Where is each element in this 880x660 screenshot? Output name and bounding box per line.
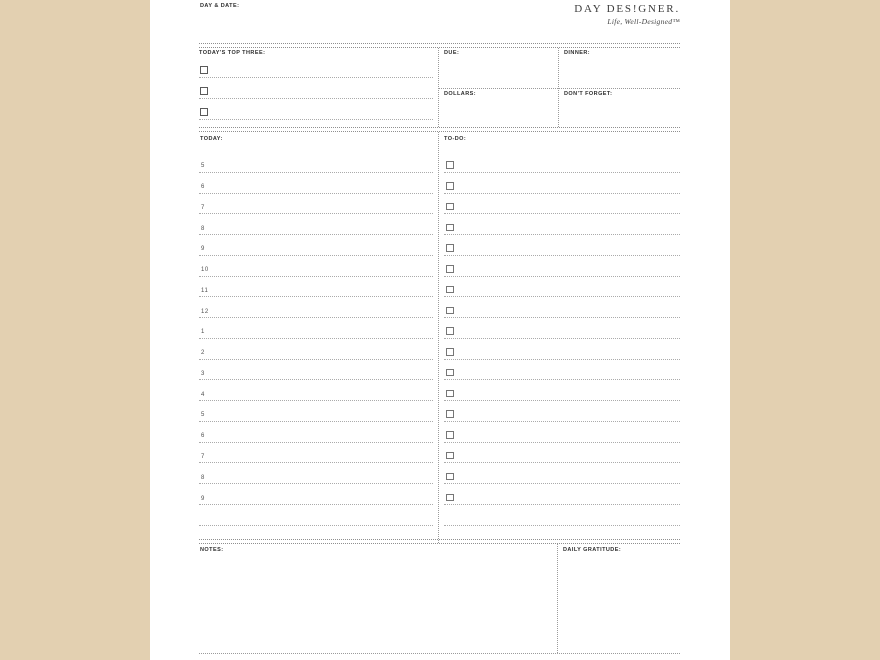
checkbox[interactable]	[446, 473, 454, 481]
hour-label: 7	[201, 453, 205, 460]
checkbox[interactable]	[446, 390, 454, 398]
top-three-row[interactable]	[199, 99, 433, 120]
schedule-hour-row[interactable]	[199, 422, 433, 443]
checkbox[interactable]	[446, 244, 454, 252]
todo-row[interactable]	[444, 277, 680, 298]
todo-row[interactable]	[444, 380, 680, 401]
brand-tagline: Life, Well-Designed™	[607, 17, 680, 26]
hour-label: 1	[201, 329, 205, 336]
top-three-row[interactable]	[199, 57, 433, 78]
checkbox[interactable]	[446, 203, 454, 211]
checkbox[interactable]	[446, 286, 454, 294]
hour-label: 9	[201, 495, 205, 502]
checkbox[interactable]	[446, 265, 454, 273]
dont-forget-label: DON'T FORGET:	[564, 91, 613, 97]
schedule-hour-row[interactable]	[199, 443, 433, 464]
schedule-hour-row[interactable]	[199, 339, 433, 360]
hour-label: 8	[201, 225, 205, 232]
schedule-hour-row[interactable]	[199, 277, 433, 298]
day-date-label: DAY & DATE:	[200, 3, 240, 9]
notes-label: NOTES:	[200, 547, 224, 553]
hour-label: 8	[201, 474, 205, 481]
today-label: TODAY:	[200, 136, 223, 142]
todo-row[interactable]	[444, 235, 680, 256]
schedule-blank-row[interactable]	[199, 505, 433, 526]
hour-label: 11	[201, 287, 209, 294]
page-bottom-rule	[199, 653, 680, 654]
due-label: DUE:	[444, 50, 460, 56]
checkbox[interactable]	[446, 494, 454, 502]
dinner-label: DINNER:	[564, 50, 591, 56]
hour-label: 6	[201, 184, 205, 191]
checkbox[interactable]	[446, 369, 454, 377]
schedule-hour-row[interactable]	[199, 401, 433, 422]
hour-label: 3	[201, 370, 205, 377]
todo-row[interactable]	[444, 339, 680, 360]
brand-block	[574, 3, 680, 26]
top-three-list	[199, 57, 433, 120]
schedule-hour-row[interactable]	[199, 360, 433, 381]
todo-row[interactable]	[444, 173, 680, 194]
checkbox[interactable]	[446, 348, 454, 356]
bottom-section-divider	[557, 544, 558, 653]
top-section-top-rule	[199, 43, 680, 48]
schedule-hour-row[interactable]	[199, 235, 433, 256]
todo-row[interactable]	[444, 443, 680, 464]
hour-label: 9	[201, 246, 205, 253]
schedule-hour-row[interactable]	[199, 463, 433, 484]
top-section-bottom-rule	[199, 127, 680, 132]
hour-label: 12	[201, 308, 209, 315]
schedule-hour-row[interactable]	[199, 214, 433, 235]
todo-blank-row[interactable]	[444, 505, 680, 526]
checkbox[interactable]	[446, 161, 454, 169]
schedule-hour-row[interactable]	[199, 318, 433, 339]
schedule-hour-row[interactable]	[199, 484, 433, 505]
checkbox[interactable]	[200, 87, 208, 95]
brand-logo: DAY DES!GNER.	[574, 3, 680, 15]
schedule-hour-row[interactable]	[199, 194, 433, 215]
schedule-hour-row[interactable]	[199, 173, 433, 194]
checkbox[interactable]	[446, 224, 454, 232]
top-three-label: TODAY'S TOP THREE:	[199, 50, 266, 56]
hour-label: 4	[201, 391, 205, 398]
todo-row[interactable]	[444, 297, 680, 318]
todo-row[interactable]	[444, 152, 680, 173]
checkbox[interactable]	[446, 431, 454, 439]
hour-label: 5	[201, 163, 205, 170]
checkbox[interactable]	[200, 108, 208, 116]
hour-label: 10	[201, 267, 209, 274]
checkbox[interactable]	[446, 410, 454, 418]
todo-row[interactable]	[444, 214, 680, 235]
todo-row[interactable]	[444, 256, 680, 277]
hour-label: 2	[201, 350, 205, 357]
planner-page	[150, 0, 730, 660]
gratitude-label: DAILY GRATITUDE:	[563, 547, 622, 553]
todo-row[interactable]	[444, 463, 680, 484]
schedule-hour-row[interactable]	[199, 380, 433, 401]
checkbox[interactable]	[446, 182, 454, 190]
todo-row[interactable]	[444, 318, 680, 339]
schedule-hour-row[interactable]	[199, 256, 433, 277]
main-section-bottom-rule	[199, 539, 680, 544]
todo-row[interactable]	[444, 484, 680, 505]
hour-label: 6	[201, 433, 205, 440]
todo-row[interactable]	[444, 194, 680, 215]
schedule-hour-row[interactable]	[199, 297, 433, 318]
todo-row[interactable]	[444, 360, 680, 381]
checkbox[interactable]	[446, 307, 454, 315]
dollars-label: DOLLARS:	[444, 91, 477, 97]
checkbox[interactable]	[446, 452, 454, 460]
todo-row[interactable]	[444, 422, 680, 443]
todo-rows	[444, 152, 680, 526]
schedule-rows	[199, 152, 433, 526]
hour-label: 5	[201, 412, 205, 419]
main-column-divider	[438, 132, 439, 543]
schedule-hour-row[interactable]	[199, 152, 433, 173]
top-three-row[interactable]	[199, 78, 433, 99]
todo-label: TO-DO:	[444, 136, 467, 142]
hour-label: 7	[201, 204, 205, 211]
todo-row[interactable]	[444, 401, 680, 422]
quadrant-divider	[438, 88, 680, 89]
checkbox[interactable]	[200, 66, 208, 74]
checkbox[interactable]	[446, 327, 454, 335]
